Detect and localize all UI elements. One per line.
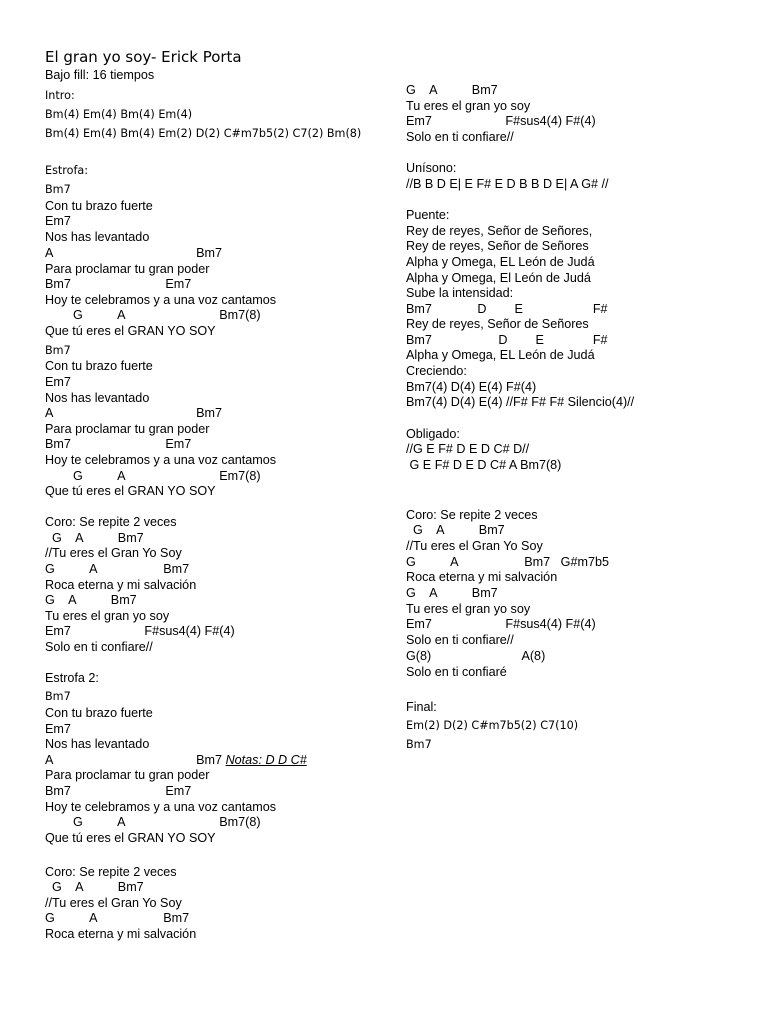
lyric-line: Rey de reyes, Señor de Señores bbox=[406, 317, 589, 331]
chord-line: G A Bm7 bbox=[45, 562, 190, 576]
lyric-line: Solo en ti confiare// bbox=[406, 633, 514, 647]
lyric-line: Hoy te celebramos y a una voz cantamos bbox=[45, 453, 276, 467]
bass-fill-line: Bajo fill: 16 tiempos bbox=[45, 68, 155, 82]
section-bridge-label: Puente: bbox=[406, 208, 450, 222]
chord-line: Em7 F#sus4(4) F#(4) bbox=[406, 617, 596, 631]
section-verse-label: Estrofa: bbox=[45, 164, 89, 177]
chord-line: Bm7(4) D(4) E(4) F#(4) bbox=[406, 380, 537, 394]
section-chorus-label: Coro: Se repite 2 veces bbox=[45, 515, 177, 529]
chord-line: G A Bm7 bbox=[45, 880, 144, 894]
lyric-line: Tu eres el gran yo soy bbox=[45, 609, 170, 623]
chord-line: Bm7 bbox=[406, 738, 432, 751]
chord-line: G A Bm7 bbox=[406, 523, 505, 537]
chord-line: Bm7(4) D(4) E(4) //F# F# F# Silencio(4)// bbox=[406, 395, 635, 409]
lyric-line: Para proclamar tu gran poder bbox=[45, 422, 210, 436]
lyric-line: Nos has levantado bbox=[45, 737, 150, 751]
lyric-line: //Tu eres el Gran Yo Soy bbox=[45, 896, 182, 910]
lyric-line: Con tu brazo fuerte bbox=[45, 359, 153, 373]
lyric-line: Para proclamar tu gran poder bbox=[45, 262, 210, 276]
chord-line: Bm(4) Em(4) Bm(4) Em(2) D(2) C#m7b5(2) C7(2) Bm(8) bbox=[45, 127, 362, 140]
chord-line: Bm7 bbox=[45, 183, 71, 196]
chord-line: G A Bm7 G#m7b5 bbox=[406, 555, 609, 569]
chord-line: Bm7 Em7 bbox=[45, 437, 192, 451]
lyric-line: //Tu eres el Gran Yo Soy bbox=[45, 546, 182, 560]
chord-line bbox=[45, 753, 307, 768]
lyric-line: Hoy te celebramos y a una voz cantamos bbox=[45, 293, 276, 307]
chord-line: Bm7 Em7 bbox=[45, 784, 192, 798]
lyric-line: Solo en ti confiare// bbox=[406, 130, 514, 144]
note-line: //B B D E| E F# E D B B D E| A G# // bbox=[406, 177, 609, 191]
notes-annotation: Notas: D D C# bbox=[225, 753, 307, 767]
chord-line: Em7 bbox=[45, 375, 71, 389]
lyric-line: Nos has levantado bbox=[45, 391, 150, 405]
chord-line: Em(2) D(2) C#m7b5(2) C7(10) bbox=[406, 719, 579, 732]
section-chorus-label: Coro: Se repite 2 veces bbox=[406, 508, 538, 522]
chord-line: Bm7 D E F# bbox=[406, 302, 608, 316]
lyric-line: Que tú eres el GRAN YO SOY bbox=[45, 324, 216, 338]
lyric-line: Para proclamar tu gran poder bbox=[45, 768, 210, 782]
chord-line: G A Bm7(8) bbox=[45, 308, 261, 322]
lyric-line: Solo en ti confiare// bbox=[45, 640, 153, 654]
section-final-label: Final: bbox=[406, 700, 437, 714]
chord-line: Em7 F#sus4(4) F#(4) bbox=[406, 114, 596, 128]
lyric-line: Con tu brazo fuerte bbox=[45, 199, 153, 213]
chord-line: Bm(4) Em(4) Bm(4) Em(4) bbox=[45, 108, 193, 121]
instruction-line: Creciendo: bbox=[406, 364, 467, 378]
section-obligado-label: Obligado: bbox=[406, 427, 460, 441]
lyric-line: Tu eres el gran yo soy bbox=[406, 99, 531, 113]
lyric-line: Roca eterna y mi salvación bbox=[45, 927, 197, 941]
lyric-line: Alpha y Omega, EL León de Judá bbox=[406, 255, 595, 269]
lyric-line: Solo en ti confiaré bbox=[406, 665, 507, 679]
song-title: El gran yo soy- Erick Porta bbox=[45, 48, 242, 66]
chord-line: G(8) A(8) bbox=[406, 649, 546, 663]
lyric-line: Con tu brazo fuerte bbox=[45, 706, 153, 720]
chord-line: Bm7 bbox=[45, 690, 71, 703]
section-chorus-label: Coro: Se repite 2 veces bbox=[45, 865, 177, 879]
chord-line: Em7 F#sus4(4) F#(4) bbox=[45, 624, 235, 638]
chord-line: Bm7 Em7 bbox=[45, 277, 192, 291]
note-line: //G E F# D E D C# D// bbox=[406, 442, 530, 456]
chord-line: Bm7 bbox=[45, 344, 71, 357]
chord-line: G A Bm7 bbox=[45, 593, 137, 607]
lyric-line: Que tú eres el GRAN YO SOY bbox=[45, 484, 216, 498]
lyric-line: Nos has levantado bbox=[45, 230, 150, 244]
chord-line: Bm7 D E F# bbox=[406, 333, 608, 347]
lyric-line: //Tu eres el Gran Yo Soy bbox=[406, 539, 543, 553]
chord-line: G A Bm7(8) bbox=[45, 815, 261, 829]
chord-line: A Bm7 bbox=[45, 406, 223, 420]
note-line: G E F# D E D C# A Bm7(8) bbox=[406, 458, 562, 472]
lyric-line: Hoy te celebramos y a una voz cantamos bbox=[45, 800, 276, 814]
section-intro-label: Intro: bbox=[45, 89, 75, 102]
lyric-line: Que tú eres el GRAN YO SOY bbox=[45, 831, 216, 845]
section-unison-label: Unísono: bbox=[406, 161, 457, 175]
chord-line: G A Bm7 bbox=[406, 586, 498, 600]
lyric-line: Alpha y Omega, El León de Judá bbox=[406, 271, 591, 285]
section-verse2-label: Estrofa 2: bbox=[45, 671, 99, 685]
chord-text: A Bm7 bbox=[45, 753, 226, 767]
lyric-line: Rey de reyes, Señor de Señores bbox=[406, 239, 589, 253]
instruction-line: Sube la intensidad: bbox=[406, 286, 514, 300]
chord-line: A Bm7 bbox=[45, 246, 223, 260]
lyric-line: Alpha y Omega, EL León de Judá bbox=[406, 348, 595, 362]
lyric-line: Tu eres el gran yo soy bbox=[406, 602, 531, 616]
chord-line: G A Bm7 bbox=[45, 911, 190, 925]
chord-line: Em7 bbox=[45, 214, 71, 228]
lyric-line: Roca eterna y mi salvación bbox=[406, 570, 558, 584]
lyric-line: Roca eterna y mi salvación bbox=[45, 578, 197, 592]
chord-line: Em7 bbox=[45, 722, 71, 736]
lyric-line: Rey de reyes, Señor de Señores, bbox=[406, 224, 593, 238]
chord-line: G A Bm7 bbox=[406, 83, 498, 97]
chord-line: G A Bm7 bbox=[45, 531, 144, 545]
chord-line: G A Em7(8) bbox=[45, 469, 261, 483]
